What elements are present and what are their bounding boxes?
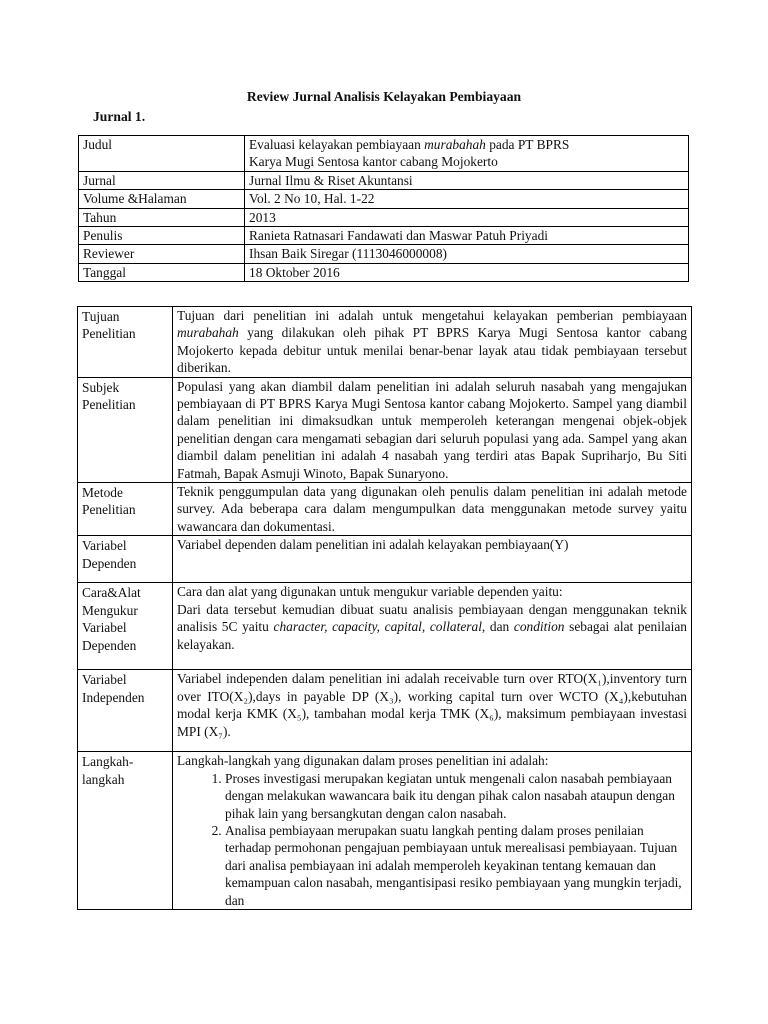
value-penulis: Ranieta Ratnasari Fandawati dan Maswar Patuh Priyadi [245,227,689,245]
table-row [78,307,692,378]
judul-emphasis: murabahah [424,137,486,152]
table-row [78,377,692,482]
value-tujuan [173,307,692,378]
table-row [79,171,689,189]
table-row [79,227,689,245]
table-row [78,752,692,910]
label-metode: Metode Penelitian [78,483,173,536]
value-volume: Vol. 2 No 10, Hal. 1-22 [245,190,689,208]
label-dependen: Variabel Dependen [78,536,173,583]
cara-text-end: sebagai alat penilaian kelayakan. [177,619,687,652]
review-table [77,306,692,910]
table-row [78,536,692,583]
value-tahun: 2013 [245,208,689,226]
label-tujuan: Tujuan Penelitian [78,307,173,378]
judul-line2: Karya Mugi Sentosa kantor cabang Mojokerto [249,154,498,170]
value-independen: Variabel independen dalam penelitian ini adalah receivable turn over RTO(X₁),inventory turn over ITO(X₂),days in payable DP (X₃), working capital turn over WCTO (X₄),kebutuhan modal kerja KMK (X₅), tambahan modal kerja TMK (X₆), maksimum pembiayaan investasi MPI (X₇). [173,670,692,752]
table-row [79,208,689,226]
value-langkah [173,752,692,910]
label-langkah: Langkah-langkah [78,752,173,910]
label-tahun: Tahun [79,208,245,226]
table-row [79,245,689,263]
list-item: 1. Proses investigasi merupakan kegiatan untuk mengenali calon nasabah pembiayaan dengan melakukan wawancara baik itu dengan pihak calon nasabah ataupun dengan pihak lain yang bersangkutan dengan calon nasabah. [225,770,687,822]
table-row [78,483,692,536]
langkah-list [177,770,687,909]
judul-text-end: pada PT BPRS [485,137,570,152]
tujuan-text: Tujuan dari penelitian ini adalah untuk mengetahui kelayakan pemberian pembiayaan [177,308,687,323]
value-tanggal: 18 Oktober 2016 [245,263,689,281]
value-subjek: Populasi yang akan diambil dalam penelitian ini adalah seluruh nasabah yang mengajukan pembiayaan di PT BPRS Karya Mugi Sentosa kantor cabang Mojokerto. Sampel yang diambil dalam penelitian ini dimaksudkan untuk memperoleh keterangan mengenai objek-objek penelitian dengan cara mengamati sebagian dari seluruh populasi yang ada. Sampel yang akan diambil dalam penelitian ini adalah 4 nasabah yang terdiri atas Bapak Supriharjo, Bu Siti Fatmah, Bapak Asmuji Winoto, Bapak Sunaryono. [173,377,692,482]
table-row [79,190,689,208]
tujuan-text-end: yang dilakukan oleh pihak PT BPRS Karya Mugi Sentosa kantor cabang Mojokerto kepada debitur untuk menilai benar-benar layak atau tidak pembiayaan tersebut diberikan. [177,325,687,376]
label-jurnal: Jurnal [79,171,245,189]
cara-body [177,601,687,653]
cara-text: Dari data tersebut kemudian dibuat suatu analisis pembiayaan dengan menggunakan teknik analisis 5C yaitu [177,601,687,635]
label-cara: Cara&Alat Mengukur Variabel Dependen [78,583,173,670]
judul-text: Evaluasi kelayakan pembiayaan [249,137,425,152]
cara-emphasis-condition: condition [513,619,565,635]
cara-emphasis-5c: character, capacity, capital, collateral [273,619,482,635]
list-item: 2. Analisa pembiayaan merupakan suatu langkah penting dalam proses penilaian terhadap permohonan pengajuan pembiayaan untuk merealisasi pembiayaan. Tujuan dari analisa pembiayaan ini adalah memperoleh keyakinan tentang kemauan dan kemampuan calon nasabah, mengantisipasi resiko pembiayaan yang mungkin terjadi, dan [225,822,687,909]
value-dependen: Variabel dependen dalam penelitian ini adalah kelayakan pembiayaan(Y) [173,536,692,583]
table-row [79,263,689,281]
value-cara [173,583,692,670]
cara-text-mid: , dan [481,619,514,635]
label-reviewer: Reviewer [79,245,245,263]
journal-number: Jurnal 1. [93,109,146,124]
table-row [78,670,692,752]
label-judul: Judul [79,136,245,172]
table-row [78,583,692,670]
value-metode: Teknik penggumpulan data yang digunakan oleh penulis dalam penelitian ini adalah metode survey. Ada beberapa cara dalam mengumpulkan data menggunakan metode survey yaitu wawancara dan dokumentasi. [173,483,692,536]
value-jurnal: Jurnal Ilmu & Riset Akuntansi [245,171,689,189]
tujuan-emphasis: murabahah [177,325,239,341]
value-judul [245,136,689,172]
value-reviewer: Ihsan Baik Siregar (1113046000008) [245,245,689,263]
label-subjek: Subjek Penelitian [78,377,173,482]
table-row [79,136,689,172]
label-penulis: Penulis [79,227,245,245]
document-title: Review Jurnal Analisis Kelayakan Pembiayaan [246,89,522,104]
label-tanggal: Tanggal [79,263,245,281]
langkah-intro: Langkah-langkah yang digunakan dalam proses penelitian ini adalah: [177,753,549,769]
label-independen: Variabel Independen [78,670,173,752]
label-volume: Volume &Halaman [79,190,245,208]
journal-info-table [78,135,689,282]
cara-line1: Cara dan alat yang digunakan untuk mengukur variable dependen yaitu: [177,584,563,600]
